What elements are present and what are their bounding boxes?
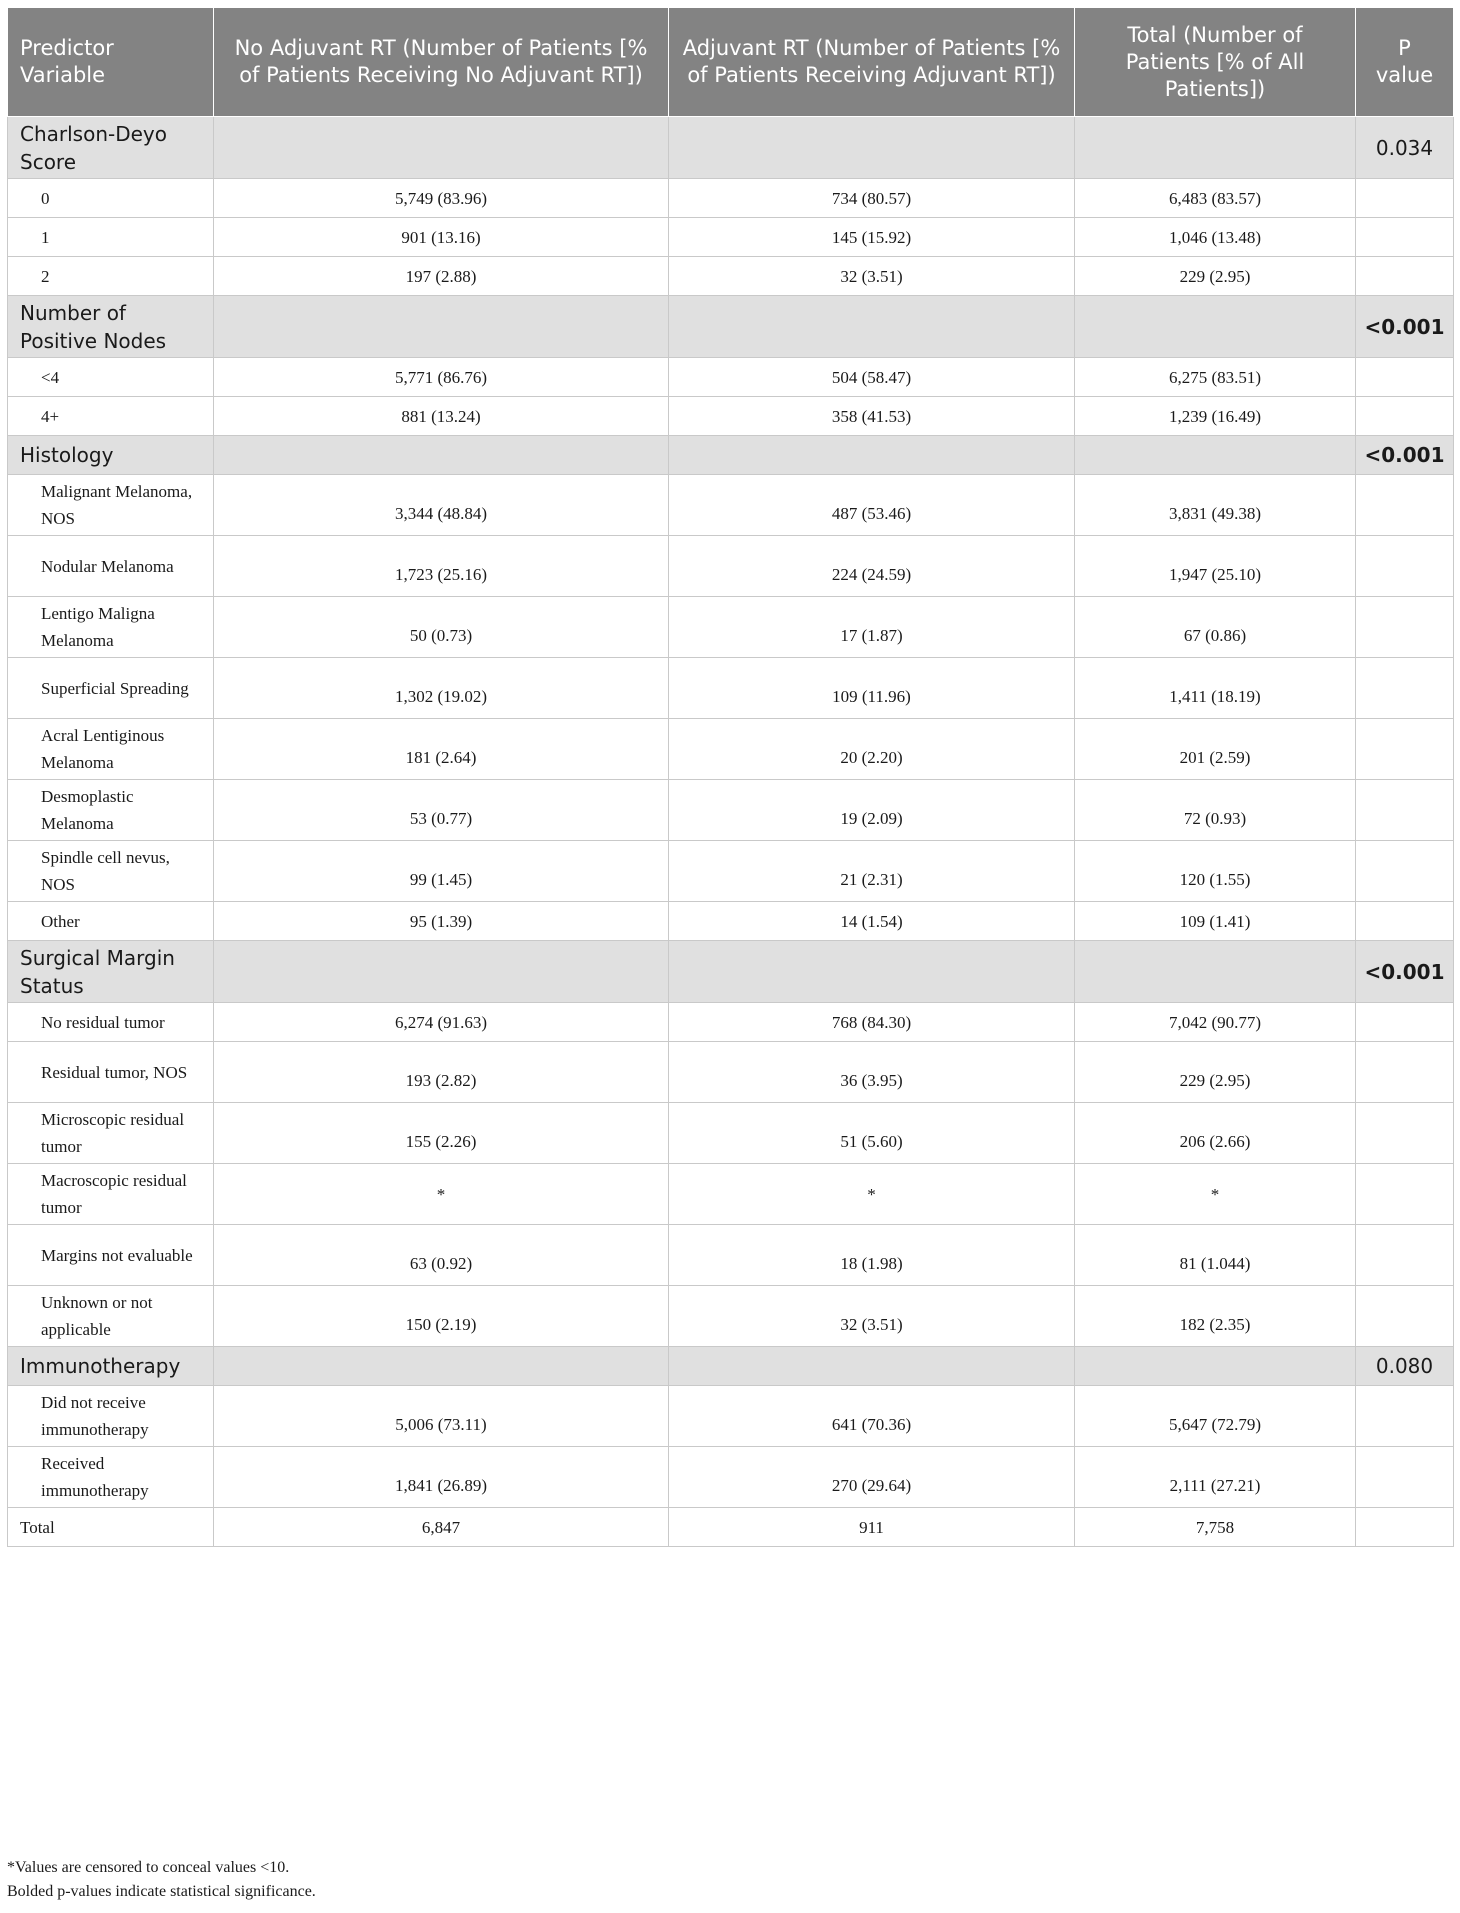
row-label: No residual tumor bbox=[8, 1003, 214, 1042]
cell-no-rt: 1,841 (26.89) bbox=[214, 1447, 669, 1508]
cell-total: 120 (1.55) bbox=[1075, 841, 1356, 902]
row-label: 2 bbox=[8, 257, 214, 296]
section-label: Number of Positive Nodes bbox=[8, 296, 214, 358]
cell-rt: 734 (80.57) bbox=[669, 179, 1075, 218]
header-total: Total (Number of Patients [% of All Patients]) bbox=[1075, 8, 1356, 117]
cell-no-rt: 1,302 (19.02) bbox=[214, 658, 669, 719]
cell-total: 1,239 (16.49) bbox=[1075, 397, 1356, 436]
cell-rt: 768 (84.30) bbox=[669, 1003, 1075, 1042]
table-row bbox=[8, 841, 1454, 902]
cell-total: 67 (0.86) bbox=[1075, 597, 1356, 658]
footnote-censored: *Values are censored to conceal values <10. bbox=[7, 1859, 290, 1876]
cell-no-rt: 881 (13.24) bbox=[214, 397, 669, 436]
section-label: Surgical Margin Status bbox=[8, 941, 214, 1003]
cell-rt: 224 (24.59) bbox=[669, 536, 1075, 597]
cell-total: * bbox=[1075, 1164, 1356, 1225]
cell-no-rt: 99 (1.45) bbox=[214, 841, 669, 902]
cell-rt: 145 (15.92) bbox=[669, 218, 1075, 257]
table-row bbox=[8, 1386, 1454, 1447]
table-row bbox=[8, 358, 1454, 397]
cell-no-rt: 53 (0.77) bbox=[214, 780, 669, 841]
cell-total: 1,411 (18.19) bbox=[1075, 658, 1356, 719]
cell-total: 1,046 (13.48) bbox=[1075, 218, 1356, 257]
cell-rt: 911 bbox=[669, 1508, 1075, 1547]
table-row bbox=[8, 536, 1454, 597]
cell-total: 109 (1.41) bbox=[1075, 902, 1356, 941]
cell-rt: 32 (3.51) bbox=[669, 1286, 1075, 1347]
section-label: Charlson-Deyo Score bbox=[8, 117, 214, 179]
table-row bbox=[8, 1225, 1454, 1286]
row-label: Unknown or not applicable bbox=[8, 1286, 214, 1347]
header-p-value: P value bbox=[1356, 8, 1454, 117]
table-row bbox=[8, 1103, 1454, 1164]
cell-rt: 18 (1.98) bbox=[669, 1225, 1075, 1286]
cell-no-rt: 63 (0.92) bbox=[214, 1225, 669, 1286]
cell-no-rt: 197 (2.88) bbox=[214, 257, 669, 296]
cell-rt: 487 (53.46) bbox=[669, 475, 1075, 536]
cell-total: 6,275 (83.51) bbox=[1075, 358, 1356, 397]
header-no-adjuvant-rt: No Adjuvant RT (Number of Patients [% of Patients Receiving No Adjuvant RT]) bbox=[214, 8, 669, 117]
cell-no-rt: 193 (2.82) bbox=[214, 1042, 669, 1103]
row-label: Nodular Melanoma bbox=[8, 536, 214, 597]
section-label: Immunotherapy bbox=[8, 1347, 214, 1386]
cell-rt: 358 (41.53) bbox=[669, 397, 1075, 436]
cell-no-rt: 3,344 (48.84) bbox=[214, 475, 669, 536]
row-label: Microscopic residual tumor bbox=[8, 1103, 214, 1164]
section-row-surgical-margin bbox=[8, 941, 1454, 1003]
p-value: <0.001 bbox=[1356, 941, 1454, 1003]
row-label: Acral Lentiginous Melanoma bbox=[8, 719, 214, 780]
section-row-charlson-deyo bbox=[8, 117, 1454, 179]
cell-no-rt: 95 (1.39) bbox=[214, 902, 669, 941]
cell-no-rt: * bbox=[214, 1164, 669, 1225]
row-label: Received immunotherapy bbox=[8, 1447, 214, 1508]
p-value: 0.080 bbox=[1356, 1347, 1454, 1386]
cell-no-rt: 5,006 (73.11) bbox=[214, 1386, 669, 1447]
table-row bbox=[8, 257, 1454, 296]
row-label: Macroscopic residual tumor bbox=[8, 1164, 214, 1225]
section-row-histology bbox=[8, 436, 1454, 475]
row-label: Desmoplastic Melanoma bbox=[8, 780, 214, 841]
cell-rt: * bbox=[669, 1164, 1075, 1225]
row-label: 0 bbox=[8, 179, 214, 218]
cell-total: 72 (0.93) bbox=[1075, 780, 1356, 841]
cell-no-rt: 150 (2.19) bbox=[214, 1286, 669, 1347]
cell-total: 81 (1.044) bbox=[1075, 1225, 1356, 1286]
cell-total: 3,831 (49.38) bbox=[1075, 475, 1356, 536]
cell-no-rt: 6,847 bbox=[214, 1508, 669, 1547]
section-row-positive-nodes bbox=[8, 296, 1454, 358]
cell-total: 206 (2.66) bbox=[1075, 1103, 1356, 1164]
cell-rt: 641 (70.36) bbox=[669, 1386, 1075, 1447]
section-row-immunotherapy bbox=[8, 1347, 1454, 1386]
section-label: Histology bbox=[8, 436, 214, 475]
cell-rt: 270 (29.64) bbox=[669, 1447, 1075, 1508]
cell-no-rt: 50 (0.73) bbox=[214, 597, 669, 658]
cell-rt: 14 (1.54) bbox=[669, 902, 1075, 941]
table-row bbox=[8, 1042, 1454, 1103]
table-container bbox=[7, 7, 1453, 1547]
header-adjuvant-rt: Adjuvant RT (Number of Patients [% of Patients Receiving Adjuvant RT]) bbox=[669, 8, 1075, 117]
table-row bbox=[8, 1447, 1454, 1508]
row-label: Superficial Spreading bbox=[8, 658, 214, 719]
cell-rt: 36 (3.95) bbox=[669, 1042, 1075, 1103]
cell-rt: 32 (3.51) bbox=[669, 257, 1075, 296]
cell-rt: 21 (2.31) bbox=[669, 841, 1075, 902]
cell-total: 6,483 (83.57) bbox=[1075, 179, 1356, 218]
cell-no-rt: 155 (2.26) bbox=[214, 1103, 669, 1164]
row-label: Lentigo Maligna Melanoma bbox=[8, 597, 214, 658]
cell-rt: 20 (2.20) bbox=[669, 719, 1075, 780]
cell-no-rt: 6,274 (91.63) bbox=[214, 1003, 669, 1042]
row-label: Spindle cell nevus, NOS bbox=[8, 841, 214, 902]
row-label: Other bbox=[8, 902, 214, 941]
cell-rt: 17 (1.87) bbox=[669, 597, 1075, 658]
table-row bbox=[8, 1003, 1454, 1042]
cell-total: 2,111 (27.21) bbox=[1075, 1447, 1356, 1508]
cell-rt: 51 (5.60) bbox=[669, 1103, 1075, 1164]
footnote-bold: Bolded p-values indicate statistical significance. bbox=[7, 1883, 316, 1900]
cell-no-rt: 5,749 (83.96) bbox=[214, 179, 669, 218]
footnotes bbox=[7, 1856, 316, 1904]
row-label: Residual tumor, NOS bbox=[8, 1042, 214, 1103]
cell-total: 201 (2.59) bbox=[1075, 719, 1356, 780]
cell-no-rt: 901 (13.16) bbox=[214, 218, 669, 257]
table-row bbox=[8, 658, 1454, 719]
table-row bbox=[8, 719, 1454, 780]
table-header-row bbox=[8, 8, 1454, 117]
table-row bbox=[8, 1286, 1454, 1347]
p-value: <0.001 bbox=[1356, 436, 1454, 475]
table-row bbox=[8, 179, 1454, 218]
table-row bbox=[8, 475, 1454, 536]
row-label: Total bbox=[8, 1508, 214, 1547]
cell-total: 229 (2.95) bbox=[1075, 1042, 1356, 1103]
table-row bbox=[8, 218, 1454, 257]
cell-no-rt: 1,723 (25.16) bbox=[214, 536, 669, 597]
cell-total: 1,947 (25.10) bbox=[1075, 536, 1356, 597]
cell-total: 5,647 (72.79) bbox=[1075, 1386, 1356, 1447]
cell-total: 229 (2.95) bbox=[1075, 257, 1356, 296]
p-value: 0.034 bbox=[1356, 117, 1454, 179]
row-label: 1 bbox=[8, 218, 214, 257]
table-row bbox=[8, 397, 1454, 436]
cell-total: 7,758 bbox=[1075, 1508, 1356, 1547]
row-label: Margins not evaluable bbox=[8, 1225, 214, 1286]
row-label: 4+ bbox=[8, 397, 214, 436]
table-row bbox=[8, 1164, 1454, 1225]
cell-no-rt: 181 (2.64) bbox=[214, 719, 669, 780]
row-label: Did not receive immunotherapy bbox=[8, 1386, 214, 1447]
p-value: <0.001 bbox=[1356, 296, 1454, 358]
row-label: <4 bbox=[8, 358, 214, 397]
header-predictor-variable: Predictor Variable bbox=[8, 8, 214, 117]
predictor-table bbox=[7, 7, 1454, 1547]
total-row bbox=[8, 1508, 1454, 1547]
cell-rt: 19 (2.09) bbox=[669, 780, 1075, 841]
table-row bbox=[8, 902, 1454, 941]
cell-total: 7,042 (90.77) bbox=[1075, 1003, 1356, 1042]
row-label: Malignant Melanoma, NOS bbox=[8, 475, 214, 536]
table-row bbox=[8, 780, 1454, 841]
cell-rt: 109 (11.96) bbox=[669, 658, 1075, 719]
cell-total: 182 (2.35) bbox=[1075, 1286, 1356, 1347]
table-row bbox=[8, 597, 1454, 658]
cell-no-rt: 5,771 (86.76) bbox=[214, 358, 669, 397]
cell-rt: 504 (58.47) bbox=[669, 358, 1075, 397]
